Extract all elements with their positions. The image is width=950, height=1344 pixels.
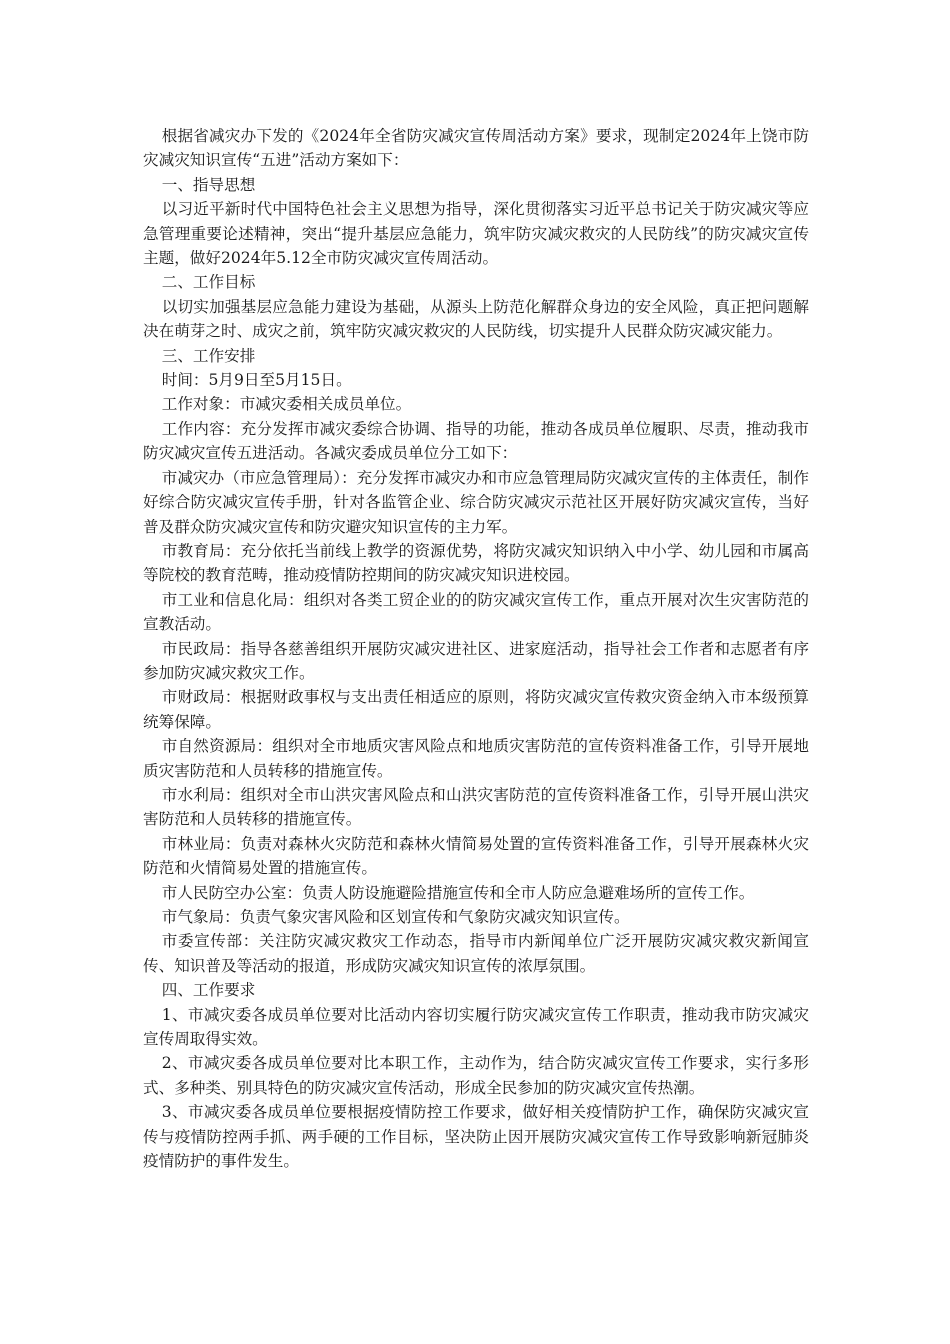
section-heading-work-goals: 二、工作目标 — [161, 273, 256, 292]
work-goals-paragraph: 以切实加强基层应急能力建设为基础，从源头上防范化解群众身边的安全风险，真正把问题解决在萌芽之时、成灾之前，筑牢防灾减灾救灾的人民防线，切实提升人民群众防灾减灾能力。 — [143, 297, 809, 341]
intro-paragraph: 根据省减灾办下发的《2024年全省防灾减灾宣传周活动方案》要求，现制定2024年上饶市防灾减灾知识宣传“五进”活动方案如下： — [143, 127, 809, 170]
unit-duty-paragraph: 市自然资源局：组织对全市地质灾害风险点和地质灾害防范的宣传资料准备工作，引导开展地质灾害防范和人员转移的措施宣传。 — [143, 737, 809, 780]
unit-duty-paragraph: 市财政局：根据财政事权与支出责任相适应的原则，将防灾减灾宣传救灾资金纳入市本级预算统筹保障。 — [143, 688, 809, 731]
section-heading-work-arrangement: 三、工作安排 — [161, 346, 256, 365]
unit-duty-paragraph: 市气象局：负责气象灾害风险和区划宣传和气象防灾减灾知识宣传。 — [161, 908, 630, 926]
unit-duty-paragraph: 市民政局：指导各慈善组织开展防灾减灾进社区、进家庭活动，指导社会工作者和志愿者有序参加防灾减灾救灾工作。 — [143, 639, 809, 682]
section-heading-guiding-ideology: 一、指导思想 — [161, 175, 256, 194]
unit-duty-paragraph: 市委宣传部：关注防灾减灾救灾工作动态，指导市内新闻单位广泛开展防灾减灾救灾新闻宣传、知识普及等活动的报道，形成防灾减灾知识宣传的浓厚氛围。 — [143, 932, 809, 975]
unit-duty-paragraph: 市人民防空办公室：负责人防设施避险措施宣传和全市人防应急避难场所的宣传工作。 — [161, 883, 755, 902]
requirement-paragraph: 2、市减灾委各成员单位要对比本职工作，主动作为，结合防灾减灾宣传工作要求，实行多形式、多种类、别具特色的防灾减灾宣传活动，形成全民参加的防灾减灾宣传热潮。 — [143, 1054, 809, 1097]
unit-duty-paragraph: 市水利局：组织对全市山洪灾害风险点和山洪灾害防范的宣传资料准备工作，引导开展山洪灾害防范和人员转移的措施宣传。 — [143, 785, 809, 829]
unit-duty-paragraph: 市林业局：负责对森林火灾防范和森林火情简易处置的宣传资料准备工作，引导开展森林火灾防范和火情简易处置的措施宣传。 — [143, 834, 809, 878]
requirement-paragraph: 1、市减灾委各成员单位要对比活动内容切实履行防灾减灾宣传工作职责，推动我市防灾减灾宣传周取得实效。 — [143, 1005, 809, 1049]
time-paragraph: 时间：5月9日至5月15日。 — [161, 371, 352, 390]
document-body — [143, 124, 809, 1173]
guiding-ideology-paragraph: 以习近平新时代中国特色社会主义思想为指导，深化贯彻落实习近平总书记关于防灾减灾等应急管理重要论述精神，突出“提升基层应急能力，筑牢防灾减灾救灾的人民防线”的防灾减灾宣传主题，做好2024年5.12全市防灾减灾宣传周活动。 — [143, 200, 809, 268]
work-content-paragraph: 工作内容：充分发挥市减灾委综合协调、指导的功能，推动各成员单位履职、尽责，推动我市防灾减灾宣传五进活动。各减灾委成员单位分工如下： — [143, 419, 809, 463]
unit-duty-paragraph: 市教育局：充分依托当前线上教学的资源优势，将防灾减灾知识纳入中小学、幼儿园和市属高等院校的教育范畴，推动疫情防控期间的防灾减灾知识进校园。 — [143, 541, 809, 585]
unit-duty-paragraph: 市减灾办（市应急管理局）：充分发挥市减灾办和市应急管理局防灾减灾宣传的主体责任，制作好综合防灾减灾宣传手册，针对各监管企业、综合防灾减灾示范社区开展好防灾减灾宣传，当好普及群众防灾减灾宣传和防灾避灾知识宣传的主力军。 — [143, 468, 809, 536]
section-heading-work-requirements: 四、工作要求 — [161, 981, 256, 1000]
unit-duty-paragraph: 市工业和信息化局：组织对各类工贸企业的的防灾减灾宣传工作，重点开展对次生灾害防范的宣教活动。 — [143, 590, 809, 634]
requirement-paragraph: 3、市减灾委各成员单位要根据疫情防控工作要求，做好相关疫情防护工作，确保防灾减灾宣传与疫情防控两手抓、两手硬的工作目标，坚决防止因开展防灾减灾宣传工作导致影响新冠肺炎疫情防护的事件发生。 — [143, 1103, 809, 1171]
work-target-paragraph: 工作对象：市减灾委相关成员单位。 — [161, 395, 412, 414]
